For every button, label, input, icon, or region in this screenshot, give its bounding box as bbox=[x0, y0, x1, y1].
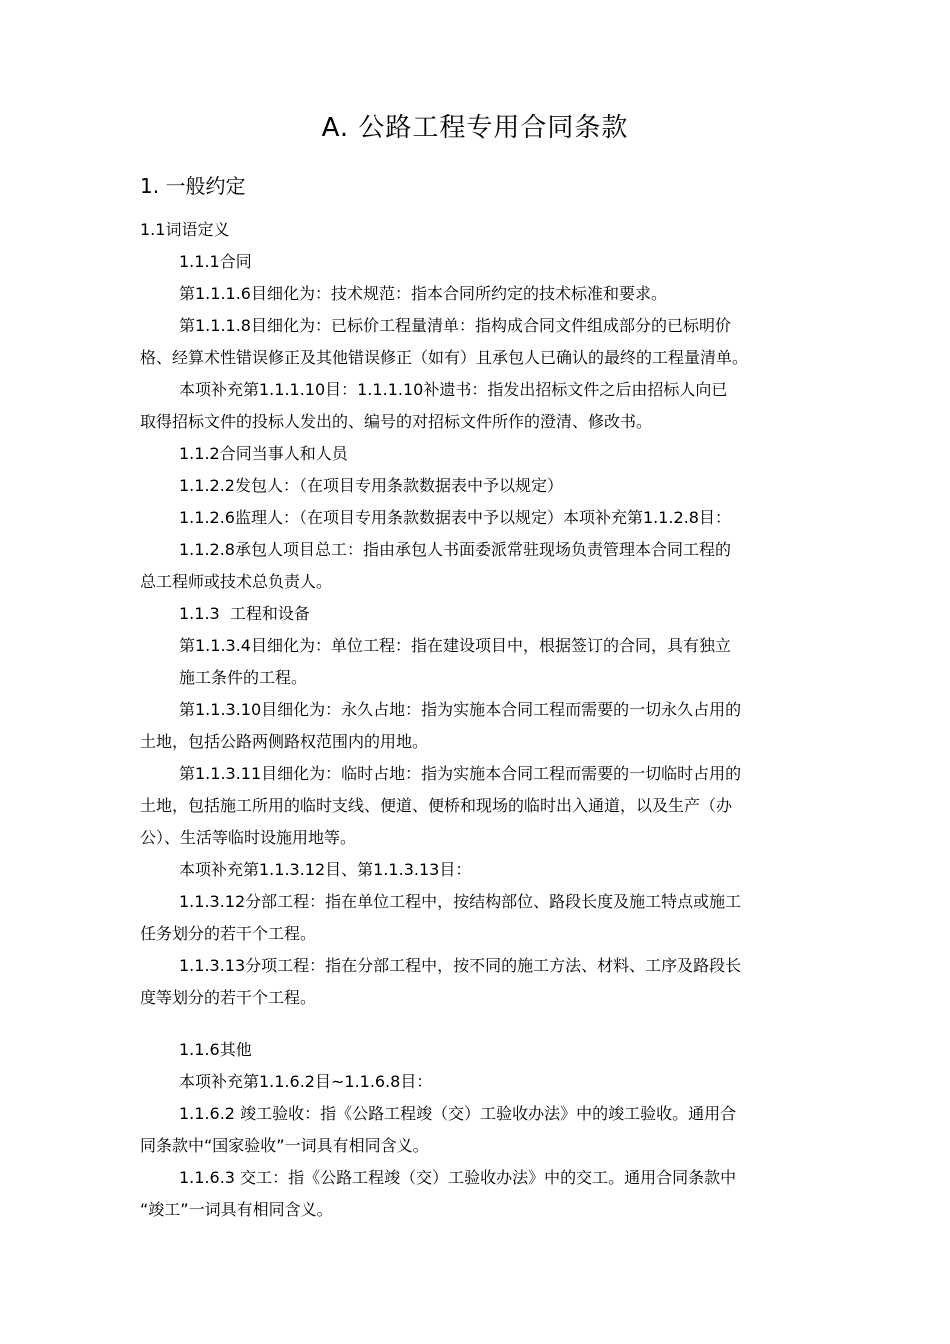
clause-heading: 1.1.3 工程和设备 bbox=[179, 604, 310, 623]
clause-line: 第1.1.3.11目细化为：临时占地：指为实施本合同工程而需要的一切临时占用的 bbox=[179, 764, 742, 783]
clause-line: 1.1.2.6监理人：（在项目专用条款数据表中予以规定）本项补充第1.1.2.8目： bbox=[179, 508, 731, 527]
subsection-heading: 1.1词语定义 bbox=[140, 220, 230, 239]
clause-line: 任务划分的若干个工程。 bbox=[140, 924, 317, 943]
clause-line: 格、经算术性错误修正及其他错误修正（如有）且承包人已确认的最终的工程量清单。 bbox=[140, 348, 749, 367]
clause-line: 第1.1.3.10目细化为：永久占地：指为实施本合同工程而需要的一切永久占用的 bbox=[179, 700, 742, 719]
clause-heading: 1.1.2合同当事人和人员 bbox=[179, 444, 348, 463]
clause-line: 第1.1.3.4目细化为：单位工程：指在建设项目中，根据签订的合同，具有独立 bbox=[179, 636, 731, 655]
clause-line: 同条款中“国家验收”一词具有相同含义。 bbox=[140, 1136, 429, 1155]
clause-heading: 1.1.1合同 bbox=[179, 252, 252, 271]
clause-line: 本项补充第1.1.1.10目：1.1.1.10补遗书：指发出招标文件之后由招标人向已 bbox=[179, 380, 728, 399]
clause-line: 取得招标文件的投标人发出的、编号的对招标文件所作的澄清、修改书。 bbox=[140, 412, 653, 431]
clause-line: 度等划分的若干个工程。 bbox=[140, 988, 317, 1007]
clause-line: 1.1.6.3 交工：指《公路工程竣（交）工验收办法》中的交工。通用合同条款中 bbox=[179, 1168, 737, 1187]
document-title: A. 公路工程专用合同条款 bbox=[321, 113, 629, 143]
clause-line: 1.1.6.2 竣工验收：指《公路工程竣（交）工验收办法》中的竣工验收。通用合 bbox=[179, 1104, 737, 1123]
clause-line: 公）、生活等临时设施用地等。 bbox=[140, 828, 357, 847]
clause-line: 第1.1.1.8目细化为：已标价工程量清单：指构成合同文件组成部分的已标明价 bbox=[179, 316, 731, 335]
clause-line: 总工程师或技术总负责人。 bbox=[140, 572, 333, 591]
clause-line: “竣工”一词具有相同含义。 bbox=[140, 1200, 333, 1219]
clause-line: 1.1.3.12分部工程：指在单位工程中，按结构部位、路段长度及施工特点或施工 bbox=[179, 892, 742, 911]
clause-line: 土地，包括施工所用的临时支线、便道、便桥和现场的临时出入通道，以及生产（办 bbox=[140, 796, 733, 815]
clause-line: 本项补充第1.1.3.12目、第1.1.3.13目： bbox=[179, 860, 472, 879]
clause-heading: 1.1.6其他 bbox=[179, 1040, 252, 1059]
clause-line: 1.1.2.2发包人：（在项目专用条款数据表中予以规定） bbox=[179, 476, 563, 495]
clause-line: 施工条件的工程。 bbox=[179, 668, 308, 687]
clause-line: 1.1.2.8承包人项目总工：指由承包人书面委派常驻现场负责管理本合同工程的 bbox=[179, 540, 731, 559]
clause-line: 第1.1.1.6目细化为：技术规范：指本合同所约定的技术标准和要求。 bbox=[179, 284, 667, 303]
clause-line: 本项补充第1.1.6.2目~1.1.6.8目： bbox=[179, 1072, 433, 1091]
clause-line: 1.1.3.13分项工程：指在分部工程中，按不同的施工方法、材料、工序及路段长 bbox=[179, 956, 742, 975]
clause-line: 土地，包括公路两侧路权范围内的用地。 bbox=[140, 732, 429, 751]
section-heading: 1. 一般约定 bbox=[140, 174, 246, 198]
